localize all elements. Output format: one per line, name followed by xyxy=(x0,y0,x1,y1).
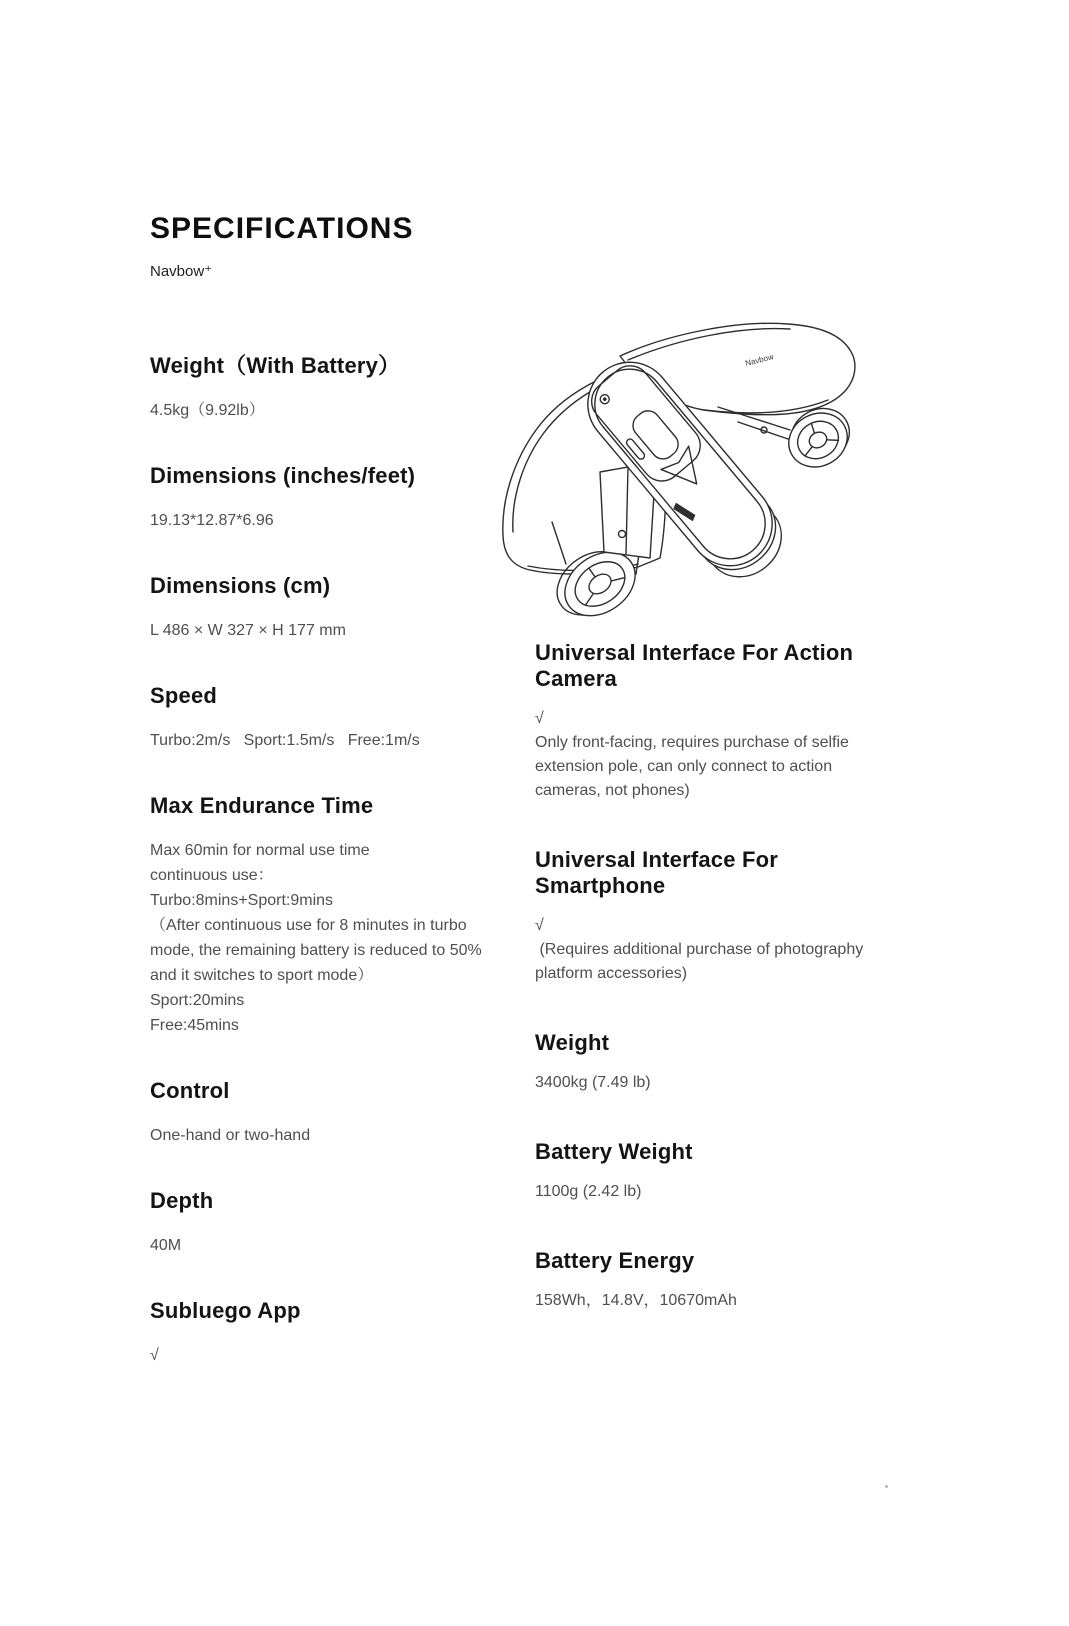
spec-heading: Max Endurance Time xyxy=(150,793,374,818)
product-name: Navbow⁺ xyxy=(150,263,213,280)
spec-heading: Weight xyxy=(535,1030,610,1055)
spec-section-dimensions-inches xyxy=(150,463,502,533)
right-column xyxy=(535,640,885,1357)
spec-heading: Weight（With Battery） xyxy=(150,353,401,378)
spec-value: L 486 × W 327 × H 177 mm xyxy=(150,622,346,639)
spec-value: (Requires additional purchase of photography platform accessories) xyxy=(535,941,868,982)
product-line-drawing xyxy=(488,312,880,630)
spec-heading: Subluego App xyxy=(150,1298,301,1323)
spec-value: Turbo:8mins+Sport:9mins xyxy=(150,892,334,909)
spec-value: 4.5kg（9.92lb） xyxy=(150,402,265,419)
right-strut xyxy=(738,414,790,439)
spec-heading: Dimensions (inches/feet) xyxy=(150,463,416,488)
spec-section-battery-weight xyxy=(535,1139,885,1204)
spec-heading: Battery Energy xyxy=(535,1248,695,1273)
spec-value: Max 60min for normal use time xyxy=(150,842,370,859)
spec-heading: Universal Interface For Smartphone xyxy=(535,847,779,898)
spec-value: One-hand or two-hand xyxy=(150,1127,311,1144)
spec-section-battery-energy xyxy=(535,1248,885,1313)
spec-section-subluego-app xyxy=(150,1298,502,1368)
spec-value: 40M xyxy=(150,1237,182,1254)
spec-heading: Dimensions (cm) xyxy=(150,573,331,598)
spec-section-weight-with-battery xyxy=(150,353,502,423)
spec-value: 3400kg (7.49 lb) xyxy=(535,1074,651,1091)
spec-section-speed xyxy=(150,683,502,753)
spec-value: Turbo:2m/s Sport:1.5m/s Free:1m/s xyxy=(150,732,420,749)
spec-value: 1100g (2.42 lb) xyxy=(535,1183,642,1200)
spec-heading: Control xyxy=(150,1078,230,1103)
spec-section-depth xyxy=(150,1188,502,1258)
spec-value-checkmark: √ xyxy=(535,917,544,934)
brand-label: Navbow xyxy=(744,352,775,368)
spec-value: Sport:20mins xyxy=(150,992,245,1009)
spec-heading: Battery Weight xyxy=(535,1139,693,1164)
page-title: SPECIFICATIONS xyxy=(150,212,414,245)
spec-value-checkmark: √ xyxy=(150,1347,159,1364)
page-speck xyxy=(885,1485,888,1488)
spec-heading: Universal Interface For Action Camera xyxy=(535,640,854,691)
spec-value: Only front-facing, requires purchase of selfie extension pole, can only connect to action cameras, not phones) xyxy=(535,734,854,799)
spec-value: 19.13*12.87*6.96 xyxy=(150,512,274,529)
spec-value: continuous use： xyxy=(150,867,274,884)
spec-value: （After continuous use for 8 minutes in turbo mode, the remaining battery is reduced to 50% and it switches to sport mode） xyxy=(150,917,487,984)
spec-section-control xyxy=(150,1078,502,1148)
spec-heading: Speed xyxy=(150,683,218,708)
spec-section-max-endurance xyxy=(150,793,502,1038)
spec-value: Free:45mins xyxy=(150,1017,239,1034)
spec-section-interface-smartphone xyxy=(535,847,885,986)
spec-section-interface-action-camera xyxy=(535,640,885,803)
left-column xyxy=(150,212,502,1408)
spec-value-checkmark: √ xyxy=(535,710,544,727)
spec-section-dimensions-cm xyxy=(150,573,502,643)
spec-section-weight xyxy=(535,1030,885,1095)
spec-heading: Depth xyxy=(150,1188,214,1213)
spec-value: 158Wh，14.8V，10670mAh xyxy=(535,1292,737,1309)
